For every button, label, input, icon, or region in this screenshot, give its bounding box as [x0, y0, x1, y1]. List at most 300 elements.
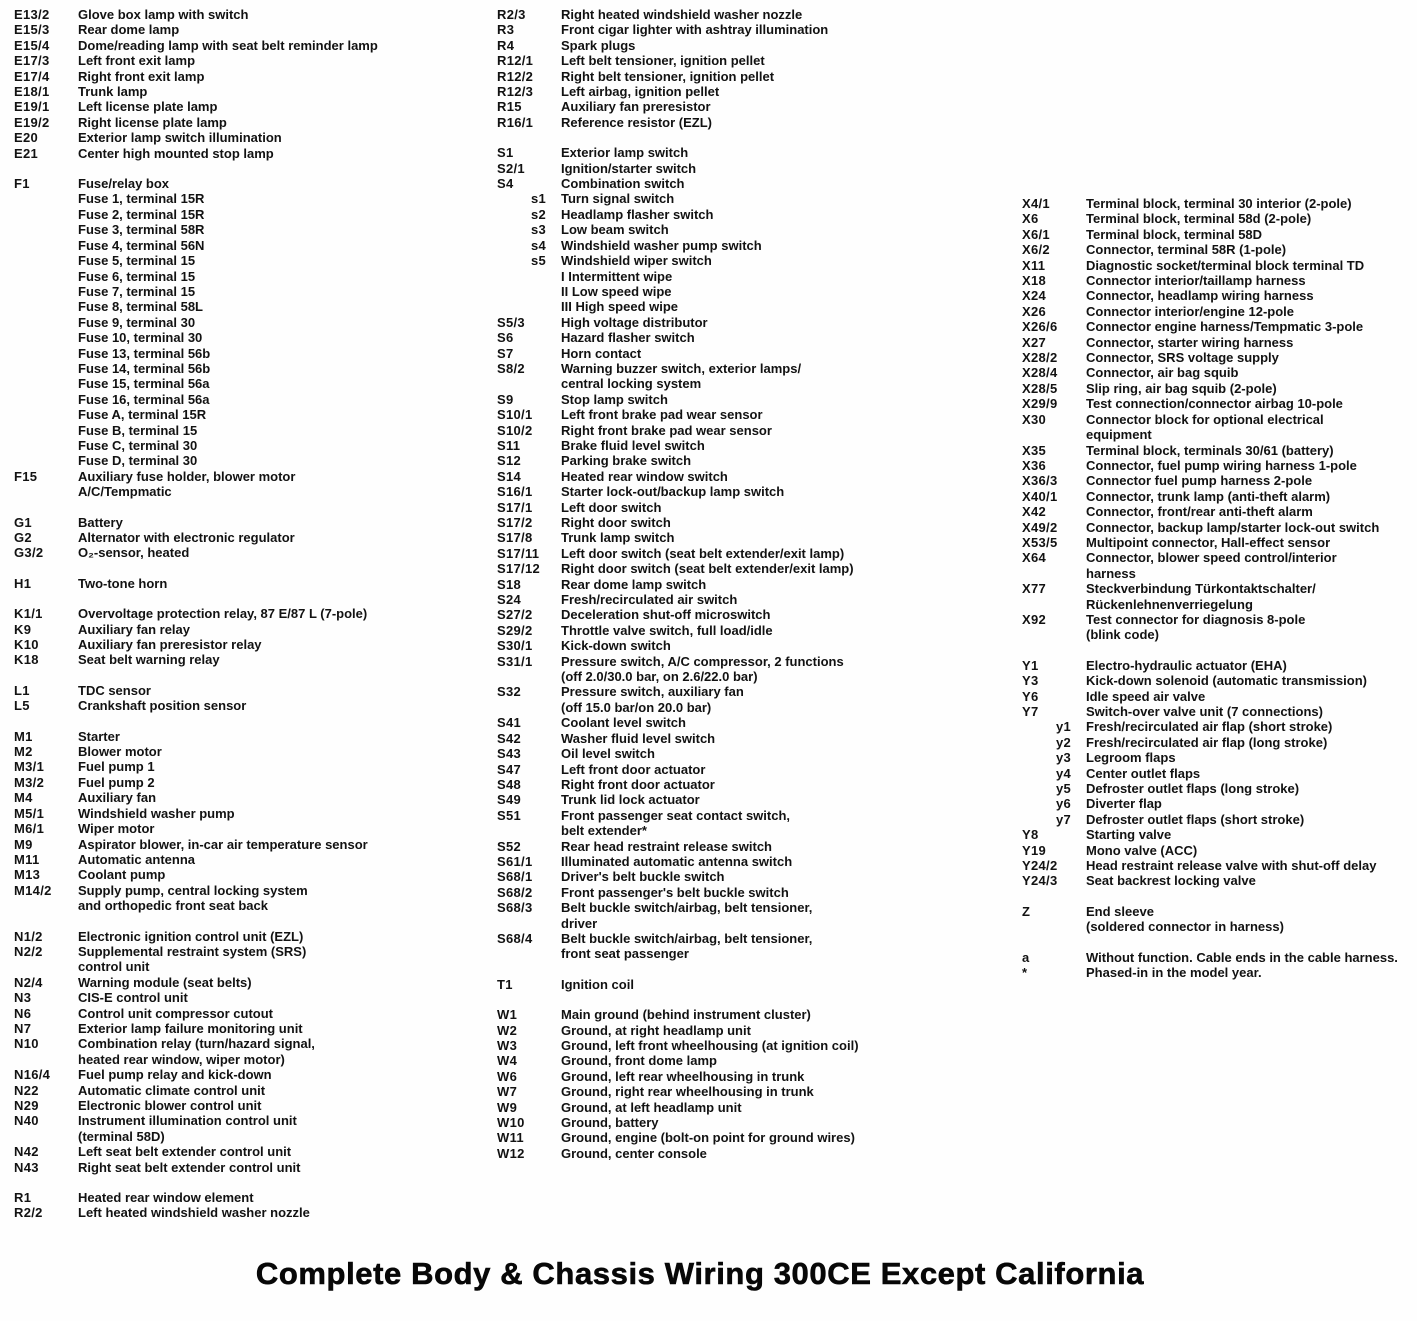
- component-description: Left belt tensioner, ignition pellet: [561, 53, 765, 69]
- component-code: G3/2: [14, 545, 44, 561]
- component-description: Connector, starter wiring harness: [1086, 334, 1294, 350]
- legend-row: [14, 698, 489, 713]
- component-code: F15: [14, 468, 38, 484]
- legend-row: [497, 207, 957, 222]
- legend-row: [14, 867, 489, 882]
- component-description: Ground, front dome lamp: [561, 1053, 717, 1069]
- component-description: Stop lamp switch: [561, 391, 668, 407]
- component-description: Driver's belt buckle switch: [561, 869, 725, 885]
- legend-row: [1022, 227, 1414, 242]
- legend-row: [497, 977, 957, 992]
- component-code: M3/2: [14, 774, 45, 790]
- component-code: N6: [14, 1005, 32, 1021]
- legend-row: [497, 715, 957, 730]
- component-code: R1: [14, 1190, 32, 1206]
- component-description: Heated rear window element: [78, 1190, 254, 1206]
- legend-row: [1022, 242, 1414, 257]
- component-description: Center high mounted stop lamp: [78, 145, 274, 161]
- legend-row: [14, 146, 489, 161]
- legend-row: [497, 407, 957, 422]
- component-code: s3: [531, 222, 547, 238]
- component-description: Belt buckle switch/airbag, belt tensioner, front seat passenger: [561, 930, 813, 962]
- component-description: Fuel pump 2: [78, 774, 155, 790]
- legend-row: [497, 69, 957, 84]
- component-description: Trunk lamp: [78, 84, 148, 100]
- component-code: W9: [497, 1099, 518, 1115]
- component-description: Idle speed air valve: [1086, 688, 1206, 704]
- component-code: S8/2: [497, 360, 525, 376]
- legend-row: [497, 1146, 957, 1161]
- legend-row: [14, 1205, 489, 1220]
- legend-row: [497, 22, 957, 37]
- component-code: X6/1: [1022, 226, 1050, 242]
- component-code: X28/4: [1022, 365, 1058, 381]
- legend-row: [497, 392, 957, 407]
- component-description: Defroster outlet flaps (long stroke): [1086, 781, 1300, 797]
- component-description: Main ground (behind instrument cluster): [561, 1007, 811, 1023]
- legend-group: [14, 683, 489, 714]
- component-code: s1: [531, 191, 547, 207]
- component-description: Trunk lamp switch: [561, 530, 675, 546]
- legend-row: [497, 684, 957, 715]
- legend-row: [1022, 750, 1414, 765]
- component-code: *: [1022, 965, 1028, 981]
- legend-row: [497, 361, 957, 392]
- component-code: S11: [497, 437, 521, 453]
- legend-row: [1022, 535, 1414, 550]
- legend-group: [497, 7, 957, 130]
- component-code: X53/5: [1022, 534, 1058, 550]
- component-description: Blower motor: [78, 744, 162, 760]
- component-description: Ground, at left headlamp unit: [561, 1099, 742, 1115]
- component-code: y1: [1056, 719, 1072, 735]
- legend-row: [14, 1144, 489, 1159]
- component-code: X28/5: [1022, 380, 1058, 396]
- component-description: Electronic ignition control unit (EZL): [78, 928, 304, 944]
- component-description: Washer fluid level switch: [561, 730, 716, 746]
- component-description: Fuel pump 1: [78, 759, 155, 775]
- legend-row: [497, 731, 957, 746]
- component-description: Ground, at right headlamp unit: [561, 1022, 751, 1038]
- legend-row: [14, 729, 489, 744]
- component-code: R12/1: [497, 53, 534, 69]
- component-code: X28/2: [1022, 350, 1058, 366]
- legend-row: [14, 821, 489, 836]
- legend-group: [497, 145, 957, 962]
- legend-group: [497, 1007, 957, 1161]
- component-code: S1: [497, 145, 514, 161]
- component-code: X35: [1022, 442, 1047, 458]
- component-description: Warning buzzer switch, exterior lamps/ central locking system: [561, 360, 802, 392]
- legend-row: [1022, 658, 1414, 673]
- legend-row: [497, 53, 957, 68]
- legend-row: [497, 1115, 957, 1130]
- component-code: y7: [1056, 811, 1072, 827]
- legend-row: [497, 1130, 957, 1145]
- legend-row: [14, 545, 489, 560]
- component-description: Spark plugs: [561, 37, 636, 53]
- component-code: S6: [497, 330, 514, 346]
- legend-row: [1022, 781, 1414, 796]
- component-description: Terminal block, terminal 30 interior (2-pole): [1086, 196, 1352, 211]
- component-description: Left airbag, ignition pellet: [561, 84, 720, 100]
- component-description: Rear dome lamp switch: [561, 576, 707, 592]
- legend-row: [497, 346, 957, 361]
- legend-row: [1022, 550, 1414, 581]
- component-description: Right seat belt extender control unit: [78, 1159, 301, 1175]
- component-description: Electronic blower control unit: [78, 1098, 262, 1113]
- legend-row: [14, 837, 489, 852]
- component-description: Right license plate lamp: [78, 114, 227, 130]
- component-code: H1: [14, 575, 32, 591]
- legend-row: [1022, 335, 1414, 350]
- component-description: Without function. Cable ends in the cable harness.: [1086, 949, 1398, 965]
- legend-row: [14, 115, 489, 130]
- component-description: Auxiliary fan: [78, 790, 157, 806]
- legend-row: [497, 238, 957, 253]
- component-description: Horn contact: [561, 345, 642, 361]
- component-description: Hazard flasher switch: [561, 330, 695, 346]
- legend-row: [497, 1053, 957, 1068]
- component-code: Y7: [1022, 704, 1039, 719]
- component-description: Deceleration shut-off microswitch: [561, 607, 771, 623]
- component-code: S43: [497, 746, 522, 762]
- component-code: X77: [1022, 581, 1047, 597]
- component-description: TDC sensor: [78, 682, 151, 698]
- legend-row: [14, 53, 489, 68]
- component-code: Y8: [1022, 827, 1039, 843]
- component-code: K9: [14, 621, 32, 637]
- component-code: E20: [14, 130, 39, 146]
- legend-row: [497, 931, 957, 962]
- legend-row: [497, 654, 957, 685]
- component-code: K1/1: [14, 606, 43, 622]
- legend-row: [497, 1069, 957, 1084]
- component-description: Fresh/recirculated air flap (long stroke): [1086, 734, 1328, 750]
- component-code: W11: [497, 1130, 524, 1146]
- component-description: Instrument illumination control unit (terminal 58D): [78, 1113, 297, 1144]
- component-code: M13: [14, 867, 41, 883]
- component-description: Left license plate lamp: [78, 99, 218, 115]
- legend-row: [1022, 827, 1414, 842]
- component-description: Overvoltage protection relay, 87 E/87 L (7-pole): [78, 606, 368, 622]
- component-code: E19/1: [14, 99, 50, 115]
- legend-row: [14, 652, 489, 667]
- legend-row: [497, 623, 957, 638]
- component-description: Automatic climate control unit: [78, 1082, 266, 1098]
- legend-row: [1022, 443, 1414, 458]
- legend-row: [497, 546, 957, 561]
- component-description: Ignition/starter switch: [561, 160, 697, 176]
- component-code: F1: [14, 176, 30, 192]
- legend-row: [1022, 796, 1414, 811]
- legend-row: [497, 423, 957, 438]
- component-code: R12/2: [497, 68, 534, 84]
- component-code: M1: [14, 728, 33, 744]
- component-description: Ground, engine (bolt-on point for ground wires): [561, 1130, 855, 1146]
- component-description: Seat belt warning relay: [78, 652, 220, 668]
- legend-row: [1022, 581, 1414, 612]
- legend-column-left: [14, 7, 489, 1221]
- legend-group: [14, 729, 489, 914]
- component-description: Multipoint connector, Hall-effect sensor: [1086, 534, 1331, 550]
- component-code: S51: [497, 807, 522, 823]
- legend-row: [14, 683, 489, 698]
- component-code: S68/4: [497, 930, 533, 946]
- component-code: R2/3: [497, 7, 526, 22]
- legend-row: [1022, 489, 1414, 504]
- legend-row: [497, 762, 957, 777]
- legend-row: [1022, 689, 1414, 704]
- component-description: Connector block for optional electrical equipment: [1086, 411, 1324, 443]
- component-description: Rear head restraint release switch: [561, 838, 772, 854]
- component-description: Connector interior/taillamp harness: [1086, 273, 1306, 289]
- component-description: Test connection/connector airbag 10-pole: [1086, 396, 1343, 412]
- component-code: G1: [14, 514, 32, 530]
- component-code: y2: [1056, 734, 1072, 750]
- component-description: Diagnostic socket/terminal block terminal TD: [1086, 257, 1365, 273]
- component-description: Ignition coil: [561, 976, 634, 992]
- legend-row: [1022, 458, 1414, 473]
- legend-row: [497, 1007, 957, 1022]
- component-description: Reference resistor (EZL): [561, 114, 712, 130]
- legend-row: [1022, 965, 1414, 980]
- legend-row: [14, 530, 489, 545]
- component-description: Right front exit lamp: [78, 68, 205, 84]
- component-code: S68/2: [497, 884, 533, 900]
- component-description: Left front exit lamp: [78, 53, 196, 69]
- component-description: Auxiliary fuse holder, blower motor A/C/Tempmatic: [78, 468, 296, 500]
- component-description: Illuminated automatic antenna switch: [561, 853, 793, 869]
- legend-row: [497, 1038, 957, 1053]
- component-code: R4: [497, 37, 515, 53]
- component-description: Battery: [78, 514, 123, 530]
- legend-group: [1022, 904, 1414, 935]
- legend-row: [1022, 704, 1414, 719]
- component-description: Combination relay (turn/hazard signal, heated rear window, wiper motor): [78, 1036, 315, 1067]
- legend-row: [1022, 950, 1414, 965]
- legend-row: [497, 530, 957, 545]
- component-code: S14: [497, 468, 522, 484]
- component-description: Seat backrest locking valve: [1086, 873, 1256, 889]
- component-code: Y24/2: [1022, 858, 1058, 874]
- component-code: N22: [14, 1082, 39, 1098]
- legend-row: [14, 130, 489, 145]
- component-code: S32: [497, 684, 522, 700]
- component-code: s4: [531, 237, 547, 253]
- component-code: R15: [497, 99, 522, 115]
- component-code: E17/3: [14, 53, 50, 69]
- component-description: Center outlet flaps: [1086, 765, 1201, 781]
- component-code: X11: [1022, 257, 1046, 273]
- component-description: Supply pump, central locking system and orthopedic front seat back: [78, 882, 308, 914]
- component-code: M2: [14, 744, 33, 760]
- component-description: Glove box lamp with switch: [78, 7, 249, 22]
- component-code: S7: [497, 345, 514, 361]
- legend-row: [14, 1190, 489, 1205]
- component-code: S29/2: [497, 622, 533, 638]
- legend-row: [1022, 365, 1414, 380]
- component-code: X6: [1022, 211, 1039, 227]
- legend-row: [497, 99, 957, 114]
- component-code: K18: [14, 652, 39, 668]
- component-code: E21: [14, 145, 39, 161]
- component-description: Right front door actuator: [561, 776, 715, 792]
- component-code: s5: [531, 253, 547, 269]
- component-description: Control unit compressor cutout: [78, 1005, 273, 1021]
- component-description: Turn signal switch: [561, 191, 675, 207]
- legend-row: [14, 990, 489, 1005]
- legend-row: [497, 176, 957, 191]
- legend-row: [1022, 873, 1414, 888]
- legend-row: [497, 792, 957, 807]
- component-code: S68/3: [497, 900, 533, 916]
- legend-row: [14, 22, 489, 37]
- legend-row: [14, 852, 489, 867]
- component-description: Oil level switch: [561, 746, 655, 762]
- component-code: N42: [14, 1144, 39, 1160]
- component-description: Low beam switch: [561, 222, 669, 238]
- legend-group: [14, 7, 489, 161]
- legend-row: [14, 929, 489, 944]
- component-code: N1/2: [14, 928, 43, 944]
- component-code: N2/2: [14, 943, 43, 959]
- legend-row: [14, 975, 489, 990]
- component-code: M4: [14, 790, 33, 806]
- component-description: Fuse/relay box Fuse 1, terminal 15R Fuse 2, terminal 15R Fuse 3, terminal 58R Fuse 4, terminal 56N Fuse 5, terminal 15 Fuse 6, terminal 15 Fuse 7, terminal 15 Fuse 8, terminal 58L Fuse 9, terminal 30 Fuse 10, terminal 30 Fuse 13, terminal 56b Fuse 14, terminal 56b Fuse 15, terminal 56a Fuse 16, terminal 56a Fuse A, terminal 15R Fuse B, terminal 15 Fuse C, terminal 30 Fuse D, terminal 30: [78, 176, 211, 469]
- component-description: Exterior lamp switch: [561, 145, 689, 161]
- component-description: Crankshaft position sensor: [78, 698, 247, 714]
- component-code: S9: [497, 391, 514, 407]
- legend-row: [1022, 520, 1414, 535]
- component-description: O₂-sensor, heated: [78, 545, 190, 561]
- legend-row: [1022, 473, 1414, 488]
- component-description: Starter: [78, 728, 120, 744]
- component-description: Rear dome lamp: [78, 22, 180, 38]
- legend-row: [1022, 612, 1414, 643]
- legend-column-middle: [497, 7, 957, 1161]
- legend-row: [14, 1006, 489, 1021]
- component-code: S18: [497, 576, 522, 592]
- component-code: N7: [14, 1020, 32, 1036]
- legend-row: [497, 7, 957, 22]
- component-description: Heated rear window switch: [561, 468, 728, 484]
- component-description: Belt buckle switch/airbag, belt tensioner, driver: [561, 900, 813, 931]
- legend-group: [14, 176, 489, 500]
- component-code: E15/3: [14, 22, 50, 38]
- component-description: End sleeve (soldered connector in harness): [1086, 903, 1284, 935]
- component-description: Left seat belt extender control unit: [78, 1144, 292, 1160]
- component-code: R3: [497, 22, 515, 38]
- legend-row: [1022, 766, 1414, 781]
- component-description: Brake fluid level switch: [561, 437, 705, 453]
- legend-row: [14, 1021, 489, 1036]
- legend-row: [497, 869, 957, 884]
- legend-row: [497, 561, 957, 576]
- component-code: X49/2: [1022, 519, 1058, 535]
- component-code: W3: [497, 1038, 518, 1053]
- component-code: S47: [497, 761, 522, 777]
- component-code: X6/2: [1022, 242, 1050, 258]
- component-code: s2: [531, 206, 547, 222]
- legend-row: [14, 84, 489, 99]
- component-code: S61/1: [497, 853, 533, 869]
- component-description: Trunk lid lock actuator: [561, 792, 700, 808]
- legend-row: [14, 883, 489, 914]
- component-code: X42: [1022, 504, 1047, 520]
- component-description: Legroom flaps: [1086, 750, 1176, 766]
- legend-row: [1022, 381, 1414, 396]
- legend-row: [14, 576, 489, 591]
- component-code: N29: [14, 1098, 39, 1113]
- legend-row: [1022, 319, 1414, 334]
- component-code: G2: [14, 530, 32, 545]
- component-description: Right door switch: [561, 515, 671, 530]
- legend-row: [14, 622, 489, 637]
- component-code: Y3: [1022, 673, 1039, 689]
- component-code: S24: [497, 592, 522, 608]
- component-description: Connector fuel pump harness 2-pole: [1086, 473, 1313, 489]
- component-code: X26: [1022, 303, 1047, 319]
- component-description: Coolant pump: [78, 867, 166, 883]
- component-description: Switch-over valve unit (7 connections): [1086, 704, 1323, 719]
- component-code: E17/4: [14, 68, 50, 84]
- legend-row: [1022, 504, 1414, 519]
- component-code: X36: [1022, 457, 1047, 473]
- component-description: Auxiliary fan preresistor: [561, 99, 711, 115]
- legend-row: [14, 1160, 489, 1175]
- legend-row: [497, 1100, 957, 1115]
- component-code: M5/1: [14, 805, 45, 821]
- legend-row: [1022, 350, 1414, 365]
- component-description: Connector engine harness/Tempmatic 3-pole: [1086, 319, 1364, 335]
- component-code: S68/1: [497, 869, 533, 885]
- component-code: S41: [497, 715, 522, 731]
- component-description: Connector, blower speed control/interior harness: [1086, 550, 1337, 581]
- component-description: Terminal block, terminal 58D: [1086, 226, 1263, 242]
- component-code: S17/1: [497, 499, 533, 515]
- component-description: Diverter flap: [1086, 796, 1162, 812]
- legend-row: [1022, 735, 1414, 750]
- component-code: N40: [14, 1113, 39, 1129]
- component-code: M6/1: [14, 821, 45, 837]
- legend-group: [1022, 658, 1414, 889]
- component-code: S17/8: [497, 530, 533, 546]
- legend-row: [14, 1036, 489, 1067]
- component-description: Left door switch: [561, 499, 662, 515]
- component-description: Right heated windshield washer nozzle: [561, 7, 803, 22]
- legend-group: [1022, 196, 1414, 643]
- legend-row: [1022, 258, 1414, 273]
- component-code: S16/1: [497, 484, 533, 500]
- legend-group: [497, 977, 957, 992]
- component-description: Left door switch (seat belt extender/exit lamp): [561, 545, 845, 561]
- component-code: S31/1: [497, 653, 533, 669]
- component-code: X26/6: [1022, 319, 1058, 335]
- component-code: L1: [14, 682, 30, 698]
- component-code: M14/2: [14, 882, 52, 898]
- component-code: X18: [1022, 273, 1047, 289]
- component-description: Ground, battery: [561, 1115, 659, 1131]
- component-code: S10/1: [497, 407, 533, 423]
- legend-row: [497, 145, 957, 160]
- component-description: Front passenger seat contact switch, belt extender*: [561, 807, 791, 839]
- component-description: Headlamp flasher switch: [561, 206, 714, 222]
- component-description: Exterior lamp switch illumination: [78, 130, 282, 146]
- component-code: R16/1: [497, 114, 534, 130]
- legend-row: [14, 606, 489, 621]
- legend-group: [14, 1190, 489, 1221]
